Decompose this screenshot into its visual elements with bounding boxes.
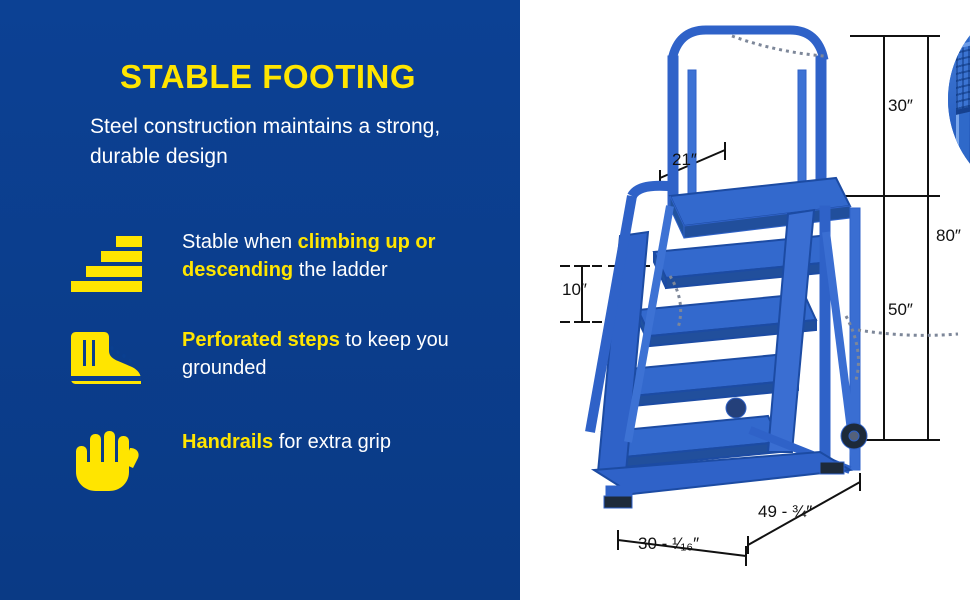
- dim-label-overall-height: 80″: [936, 226, 961, 245]
- dim-label-overall-width: 30 - ¹⁄₁₆″: [638, 534, 700, 553]
- feature-text-hand: [182, 428, 512, 456]
- perforated-platform-closeup: [945, 0, 970, 207]
- feature-text-part: Handrails: [182, 431, 274, 453]
- stairs-icon: [70, 230, 144, 292]
- dim-label-step-rise: 10″: [562, 280, 587, 299]
- feature-row-hand: [60, 428, 510, 508]
- feature-row-stairs: [60, 228, 510, 308]
- dim-label-handrail-height: 30″: [888, 96, 913, 115]
- feature-text-stairs: [182, 228, 512, 284]
- feature-text-part: climbing up or descending: [182, 231, 436, 281]
- dim-label-overall-length: 49 - ¾″: [758, 502, 813, 521]
- feature-text-part: Stable when: [182, 231, 298, 253]
- feature-text-part: to keep you grounded: [182, 329, 449, 379]
- hand-icon: [70, 430, 144, 492]
- dim-label-platform-depth: 21″: [672, 150, 697, 169]
- page-title: STABLE FOOTING: [120, 58, 417, 95]
- feature-text-boot: [182, 326, 512, 382]
- boot-icon: [70, 328, 144, 390]
- page-subtitle: Steel construction maintains a strong, durable design: [90, 115, 441, 168]
- feature-row-boot: [60, 326, 510, 406]
- product-image-panel: [520, 0, 970, 600]
- feature-text-part: Perforated steps: [182, 329, 340, 351]
- feature-text-part: the ladder: [293, 259, 388, 281]
- feature-text-part: for extra grip: [273, 431, 391, 453]
- dim-label-top-step-height: 50″: [888, 300, 913, 319]
